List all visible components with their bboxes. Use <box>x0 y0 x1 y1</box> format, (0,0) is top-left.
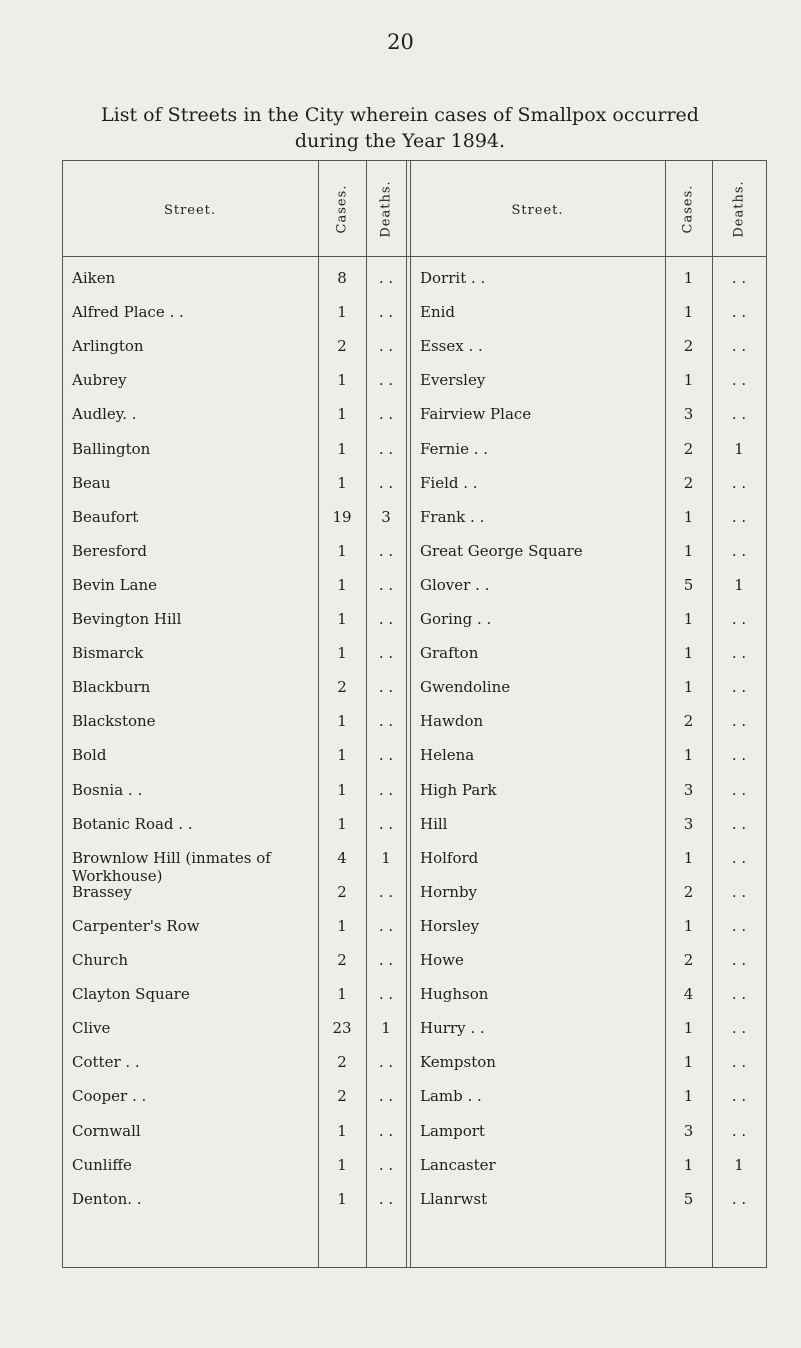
street-name-cell: Beresford <box>72 541 147 560</box>
cases-cell: 1 <box>337 405 347 424</box>
table-row <box>62 1190 767 1224</box>
deaths-cell: . . <box>378 541 394 560</box>
deaths-cell: 1 <box>734 1155 744 1174</box>
table-row <box>62 474 767 508</box>
table-row <box>62 576 767 610</box>
cases-cell: 1 <box>337 575 347 594</box>
street-name-cell: Cotter . . <box>72 1053 140 1072</box>
deaths-cell: . . <box>731 1053 747 1072</box>
street-name-cell: Bevington Hill <box>72 610 182 628</box>
street-name-cell: High Park <box>420 780 497 799</box>
cases-cell: 1 <box>683 1053 694 1072</box>
street-name-cell: Hurry . . <box>420 1019 485 1038</box>
street-name-cell: Howe <box>420 951 464 969</box>
cases-cell: 1 <box>337 610 347 628</box>
street-name-cell: Glover . . <box>420 575 490 594</box>
street-name-cell: Frank . . <box>420 507 485 526</box>
street-name-cell: Beau <box>72 473 111 492</box>
cases-cell: 1 <box>683 848 694 867</box>
street-name-cell: Lancaster <box>420 1155 496 1174</box>
cases-cell: 2 <box>337 1087 347 1106</box>
deaths-cell: . . <box>378 575 394 594</box>
deaths-cell: . . <box>378 371 394 390</box>
deaths-cell: . . <box>731 712 747 731</box>
deaths-cell: . . <box>378 780 394 799</box>
deaths-cell: . . <box>378 1189 394 1208</box>
page-number: 20 <box>387 30 414 54</box>
deaths-cell: . . <box>378 303 394 322</box>
cases-cell: 1 <box>683 678 694 697</box>
street-name-cell: Brownlow Hill (inmates of Workhouse) <box>72 848 271 885</box>
table-row <box>62 1122 767 1156</box>
street-name-cell: Gwendoline <box>420 678 511 697</box>
street-name-cell: Lamb . . <box>420 1087 482 1106</box>
table-row <box>62 440 767 474</box>
deaths-cell: . . <box>378 882 394 901</box>
cases-cell: 2 <box>683 712 694 731</box>
cases-cell: 8 <box>337 269 347 287</box>
deaths-cell: 1 <box>734 575 744 594</box>
title-line-1: List of Streets in the City wherein cases of Smallpox occurred <box>101 104 699 126</box>
deaths-cell: . . <box>378 712 394 731</box>
cases-cell: 2 <box>683 439 694 458</box>
street-name-cell: Hughson <box>420 985 489 1004</box>
street-name-cell: Carpenter's Row <box>72 916 200 935</box>
cases-cell: 1 <box>683 1019 694 1038</box>
cases-cell: 1 <box>337 303 347 322</box>
street-name-cell: Grafton <box>420 644 479 663</box>
deaths-cell: . . <box>378 1087 394 1106</box>
street-name-cell: Dorrit . . <box>420 269 486 287</box>
cases-cell: 3 <box>683 814 694 833</box>
deaths-cell: . . <box>731 303 747 322</box>
cases-cell: 1 <box>337 746 347 765</box>
smallpox-streets-table: Street. Cases. Deaths. Street. Cases. Deaths. Aiken 8 . . Dorrit . . 1 . . Alfred Place . . 1 . . Enid 1 . . Arlington 2 . . Essex . . 2 . . Aubrey 1 . . Eversley 1 . . Audley. . 1 . . Fairview Place 3 . . Ballington 1 . . Fernie . . 2 1 Beau 1 . . Field . . 2 . . Beaufort 19 3 Frank . . 1 . . Beresford 1 . . Great George Square 1 . . Bevin Lane 1 . . Glover . . 5 1 Bevington Hill 1 . . Goring . . 1 . . Bismarck 1 . . Grafton 1 . . Blackburn 2 . . Gwendoline 1 . . Blackstone 1 . . Hawdon 2 . . Bold 1 . . Helena 1 . . Bosnia . . 1 . . High Park 3 . . Botanic Road . . 1 . . Hill 3 . . Brownlow Hill (inmates of Workhouse) 4 1 Holford 1 . . Brassey 2 . . Hornby 2 . . Carpenter's Row 1 . . Horsley 1 . . Church 2 . . Howe 2 . . Clayton Square 1 . . Hughson 4 . . Clive 23 1 Hurry . . 1 . . Cotter . . 2 . . Kempston 1 . . Cooper . . 2 . . Lamb . . 1 . . Cornwall 1 . . Lamport 3 . . Cunliffe 1 . . Lancaster 1 1 Denton. . 1 . . Llanrwst 5 . . <box>62 160 767 1268</box>
cases-cell: 5 <box>683 575 694 594</box>
table-row <box>62 883 767 917</box>
deaths-cell: . . <box>731 1121 747 1140</box>
cases-cell: 1 <box>683 303 694 322</box>
table-row <box>62 542 767 576</box>
cases-cell: 5 <box>683 1189 694 1208</box>
table-row <box>62 951 767 985</box>
table-row <box>62 1053 767 1087</box>
street-name-cell: Cunliffe <box>72 1155 132 1174</box>
cases-cell: 1 <box>337 1155 347 1174</box>
street-name-cell: Field . . <box>420 473 478 492</box>
deaths-cell: 1 <box>381 1019 391 1038</box>
document-title <box>60 102 740 154</box>
deaths-cell: 3 <box>381 507 391 526</box>
cases-cell: 2 <box>683 337 694 356</box>
street-name-cell: Denton. . <box>72 1189 142 1208</box>
street-name-cell: Ballington <box>72 439 151 458</box>
table-row <box>62 405 767 439</box>
street-name-cell: Kempston <box>420 1053 496 1072</box>
cases-cell: 2 <box>337 1053 347 1072</box>
cases-cell: 1 <box>683 507 694 526</box>
cases-cell: 1 <box>683 1155 694 1174</box>
cases-cell: 1 <box>337 473 347 492</box>
table-row <box>62 644 767 678</box>
cases-cell: 2 <box>337 678 347 697</box>
deaths-cell: . . <box>378 1155 394 1174</box>
deaths-cell: . . <box>731 644 747 663</box>
cases-cell: 1 <box>683 541 694 560</box>
street-name-cell: Fernie . . <box>420 439 489 458</box>
street-name-cell: Hawdon <box>420 712 484 731</box>
street-name-cell: Hill <box>420 814 448 833</box>
table-row <box>62 337 767 371</box>
street-name-cell: Goring . . <box>420 610 492 628</box>
cases-cell: 2 <box>337 337 347 356</box>
deaths-cell: . . <box>731 610 747 628</box>
table-row <box>62 1087 767 1121</box>
street-name-cell: Clayton Square <box>72 985 190 1004</box>
deaths-cell: . . <box>731 985 747 1004</box>
street-name-cell: Aiken <box>72 269 116 287</box>
deaths-cell: . . <box>378 814 394 833</box>
deaths-cell: . . <box>731 269 747 287</box>
deaths-cell: . . <box>731 541 747 560</box>
deaths-cell: . . <box>378 1053 394 1072</box>
cases-cell: 3 <box>683 780 694 799</box>
cases-cell: 1 <box>683 371 694 390</box>
street-name-cell: Bold <box>72 746 107 765</box>
cases-cell: 1 <box>337 780 347 799</box>
street-name-cell: Enid <box>420 303 456 322</box>
cases-cell: 2 <box>683 951 694 969</box>
street-name-cell: Blackburn <box>72 678 151 697</box>
table-row <box>62 1019 767 1053</box>
street-name-cell: Essex . . <box>420 337 483 356</box>
street-name-cell: Helena <box>420 746 475 765</box>
cases-cell: 1 <box>337 541 347 560</box>
cases-cell: 23 <box>332 1019 352 1038</box>
cases-cell: 1 <box>683 746 694 765</box>
table-row <box>62 508 767 542</box>
table-row <box>62 1156 767 1190</box>
street-name-cell: Llanrwst <box>420 1189 488 1208</box>
cases-cell: 4 <box>683 985 694 1004</box>
deaths-cell: . . <box>378 405 394 424</box>
deaths-cell: . . <box>731 848 747 867</box>
street-name-cell: Lamport <box>420 1121 485 1140</box>
street-name-cell: Audley. . <box>72 405 137 424</box>
table-row <box>62 371 767 405</box>
street-name-cell: Great George Square <box>420 541 583 560</box>
cases-cell: 1 <box>337 1121 347 1140</box>
cases-cell: 1 <box>683 916 694 935</box>
street-name-cell: Bevin Lane <box>72 575 158 594</box>
deaths-cell: . . <box>731 1019 747 1038</box>
deaths-cell: . . <box>731 780 747 799</box>
deaths-cell: . . <box>378 644 394 663</box>
deaths-cell: . . <box>378 951 394 969</box>
street-name-cell: Alfred Place . . <box>72 303 184 322</box>
cases-cell: 2 <box>337 882 347 901</box>
deaths-cell: . . <box>731 678 747 697</box>
cases-cell: 1 <box>337 371 347 390</box>
table-row <box>62 815 767 849</box>
table-row <box>62 712 767 746</box>
deaths-cell: . . <box>378 916 394 935</box>
table-row <box>62 610 767 644</box>
table-row <box>62 849 767 883</box>
cases-cell: 1 <box>337 814 347 833</box>
table-row <box>62 269 767 303</box>
deaths-cell: . . <box>731 337 747 356</box>
deaths-cell: 1 <box>734 439 744 458</box>
table-row <box>62 746 767 780</box>
street-name-cell: Beaufort <box>72 507 139 526</box>
deaths-cell: . . <box>731 371 747 390</box>
cases-cell: 2 <box>337 951 347 969</box>
cases-cell: 1 <box>337 985 347 1004</box>
title-line-2: during the Year 1894. <box>294 130 506 152</box>
cases-cell: 2 <box>683 473 694 492</box>
table-row <box>62 303 767 337</box>
deaths-cell: . . <box>731 882 747 901</box>
cases-cell: 1 <box>683 644 694 663</box>
street-name-cell: Clive <box>72 1019 111 1038</box>
deaths-cell: . . <box>731 1087 747 1106</box>
street-name-cell: Botanic Road . . <box>72 814 193 833</box>
deaths-cell: . . <box>731 951 747 969</box>
street-name-cell: Brassey <box>72 882 132 901</box>
deaths-cell: . . <box>378 610 394 628</box>
deaths-cell: . . <box>731 916 747 935</box>
deaths-cell: . . <box>378 678 394 697</box>
cases-cell: 3 <box>683 1121 694 1140</box>
street-name-cell: Bosnia . . <box>72 780 143 799</box>
street-name-cell: Eversley <box>420 371 486 390</box>
street-name-cell: Bismarck <box>72 644 144 663</box>
cases-cell: 1 <box>683 1087 694 1106</box>
deaths-cell: . . <box>731 507 747 526</box>
deaths-cell: 1 <box>381 848 391 867</box>
table-row <box>62 917 767 951</box>
cases-cell: 1 <box>683 269 694 287</box>
street-name-cell: Cornwall <box>72 1121 141 1140</box>
deaths-cell: . . <box>731 405 747 424</box>
cases-cell: 1 <box>337 439 347 458</box>
street-name-cell: Fairview Place <box>420 405 532 424</box>
cases-cell: 4 <box>337 848 347 867</box>
cases-cell: 2 <box>683 882 694 901</box>
street-name-cell: Cooper . . <box>72 1087 147 1106</box>
table-row <box>62 781 767 815</box>
street-name-cell: Aubrey <box>72 371 127 390</box>
header-street-left: Street. <box>163 203 217 218</box>
header-street-right: Street. <box>511 203 564 218</box>
street-name-cell: Hornby <box>420 882 478 901</box>
street-name-cell: Horsley <box>420 916 480 935</box>
deaths-cell: . . <box>378 269 394 287</box>
cases-cell: 1 <box>337 1189 347 1208</box>
table-row <box>62 678 767 712</box>
deaths-cell: . . <box>378 337 394 356</box>
cases-cell: 1 <box>337 712 347 731</box>
deaths-cell: . . <box>378 746 394 765</box>
deaths-cell: . . <box>731 1189 747 1208</box>
street-name-cell: Church <box>72 951 129 969</box>
street-name-cell: Blackstone <box>72 712 156 731</box>
header-rule <box>62 256 767 257</box>
cases-cell: 19 <box>332 507 352 526</box>
street-name-cell: Arlington <box>72 337 144 356</box>
deaths-cell: . . <box>378 439 394 458</box>
deaths-cell: . . <box>731 814 747 833</box>
deaths-cell: . . <box>731 473 747 492</box>
deaths-cell: . . <box>378 985 394 1004</box>
deaths-cell: . . <box>378 1121 394 1140</box>
deaths-cell: . . <box>731 746 747 765</box>
street-name-cell: Holford <box>420 848 479 867</box>
cases-cell: 1 <box>683 610 694 628</box>
cases-cell: 1 <box>337 644 347 663</box>
table-row <box>62 985 767 1019</box>
deaths-cell: . . <box>378 473 394 492</box>
cases-cell: 3 <box>683 405 694 424</box>
cases-cell: 1 <box>337 916 347 935</box>
